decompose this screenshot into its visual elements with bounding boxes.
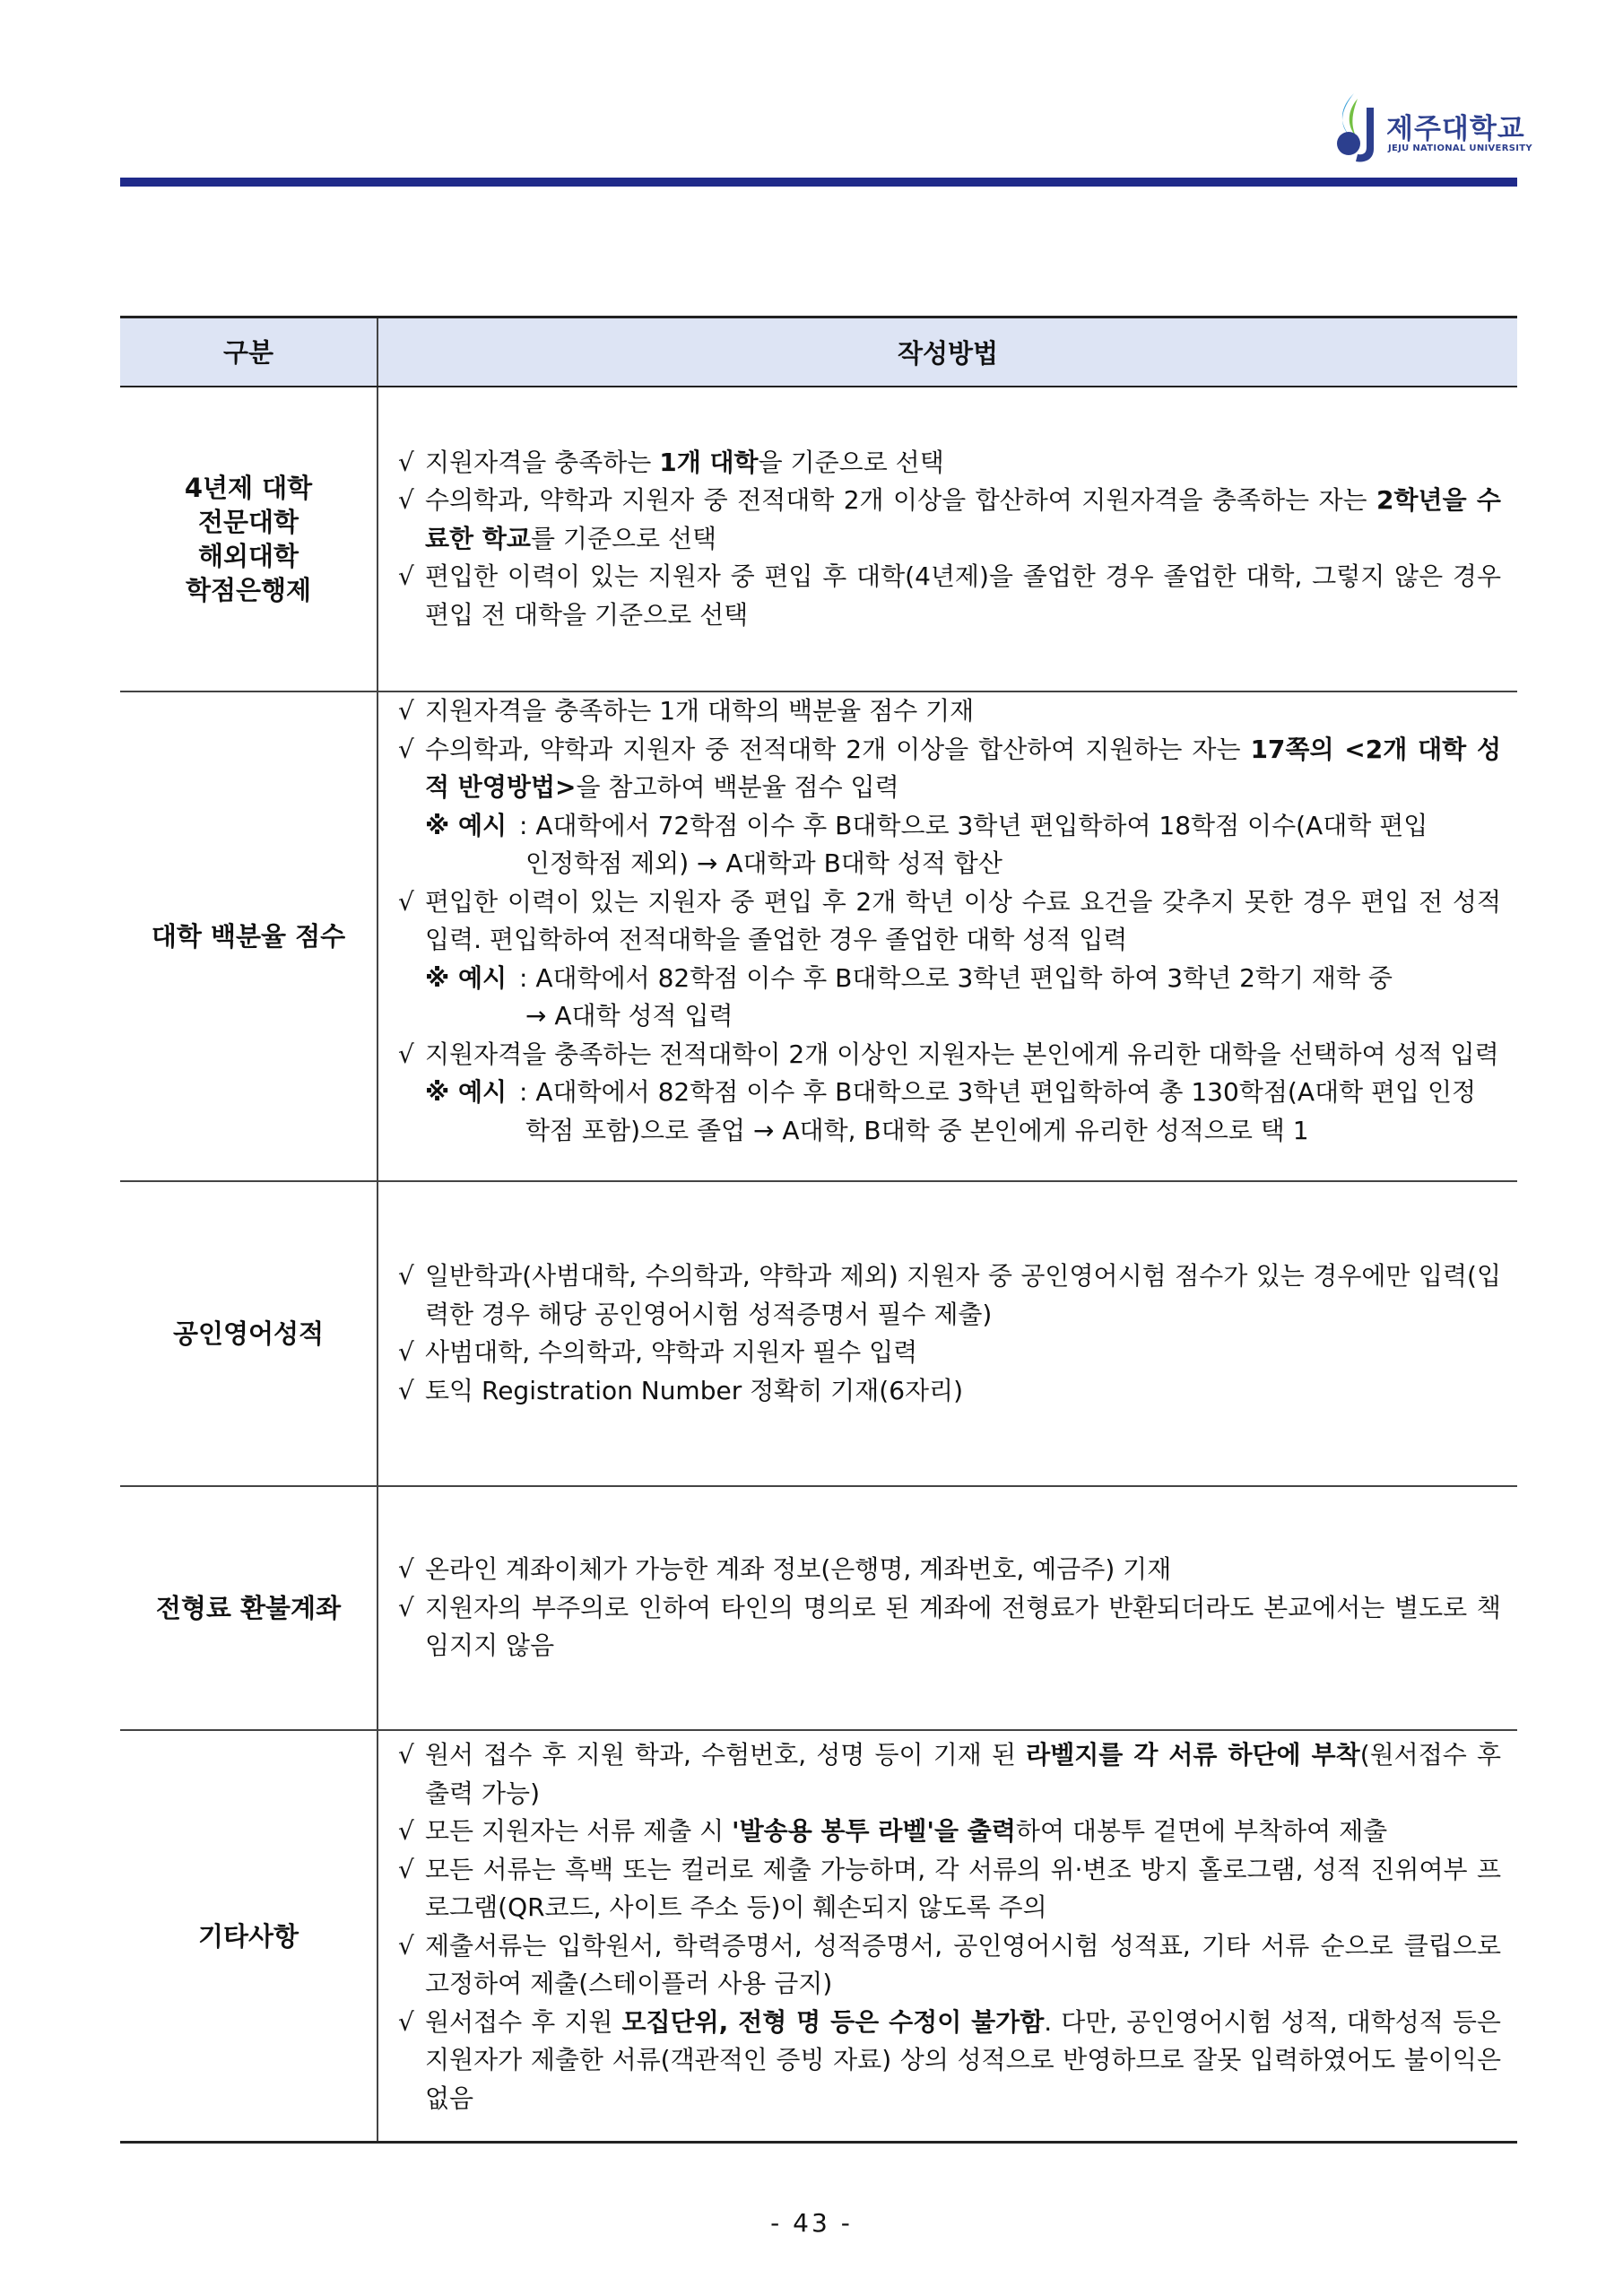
table-row <box>120 387 1517 692</box>
example-note <box>398 807 1501 883</box>
note-label: ※ 예시 <box>425 1077 508 1107</box>
row-methods <box>378 1731 1517 2141</box>
header-method: 작성방법 <box>897 338 999 369</box>
method-item <box>398 482 1501 558</box>
item-text: 수의학과, 약학과 지원자 중 전적대학 2개 이상을 합산하여 지원자격을 충족하는 자는 <box>425 485 1377 516</box>
table-row <box>120 1182 1517 1487</box>
row-methods <box>378 1182 1517 1485</box>
item-text: 온라인 계좌이체가 가능한 계좌 정보(은행명, 계좌번호, 예금주) 기재 <box>425 1554 1172 1585</box>
item-text: 을 기준으로 선택 <box>758 447 944 477</box>
method-item <box>398 1036 1501 1074</box>
item-text: 을 참고하여 백분율 점수 입력 <box>576 772 899 802</box>
note-text-continued: → A대학 성적 입력 <box>525 1001 733 1031</box>
item-text: 원서접수 후 지원 <box>425 2006 622 2037</box>
university-logo <box>1327 86 1532 169</box>
method-item <box>398 1589 1501 1665</box>
method-item <box>398 1551 1501 1589</box>
emphasis-text: 2학년을 수료한 학교 <box>425 485 1501 553</box>
table-row <box>120 1487 1517 1731</box>
example-note <box>398 1074 1501 1150</box>
item-text: 편입한 이력이 있는 지원자 중 편입 후 2개 학년 이상 수료 요건을 갖추지 못한 경우 편입 전 성적 입력. 편입학하여 전적대학을 졸업한 경우 졸업한 대학 성적 입력 <box>425 886 1501 954</box>
logo-subtitle: JEJU NATIONAL UNIVERSITY <box>1388 144 1532 153</box>
method-item <box>398 1927 1501 2004</box>
method-item <box>398 731 1501 807</box>
row-category: 공인영어성적 <box>120 1182 378 1485</box>
item-text: 원서 접수 후 지원 학과, 수험번호, 성명 등이 기재 된 <box>425 1740 1027 1770</box>
method-item <box>398 883 1501 960</box>
jeju-university-emblem-icon <box>1327 90 1384 165</box>
method-item <box>398 1334 1501 1372</box>
table-row <box>120 692 1517 1182</box>
note-text: : A대학에서 82학점 이수 후 B대학으로 3학년 편입학 하여 3학년 2학기 재학 중 <box>519 962 1393 993</box>
row-category: 기타사항 <box>120 1731 378 2141</box>
note-text-continued: 인정학점 제외) → A대학과 B대학 성적 합산 <box>525 848 1002 878</box>
page-number: - 43 - <box>770 2208 853 2238</box>
item-text: 지원자의 부주의로 인하여 타인의 명의로 된 계좌에 전형료가 반환되더라도 본교에서는 별도로 책임지지 않음 <box>425 1592 1501 1661</box>
item-text: 수의학과, 약학과 지원자 중 전적대학 2개 이상을 합산하여 지원하는 자는 <box>425 734 1251 764</box>
note-label: ※ 예시 <box>425 810 508 840</box>
method-item <box>398 1813 1501 1851</box>
method-item <box>398 1257 1501 1334</box>
item-text: 하여 대봉투 겉면에 부착하여 제출 <box>1015 1816 1388 1846</box>
row-methods <box>378 692 1517 1180</box>
item-text: 편입한 이력이 있는 지원자 중 편입 후 대학(4년제)을 졸업한 경우 졸업한 대학, 그렇지 않은 경우 편입 전 대학을 기준으로 선택 <box>425 561 1501 630</box>
emphasis-text: '발송용 봉투 라벨'을 출력 <box>732 1816 1016 1846</box>
item-text: 일반학과(사범대학, 수의학과, 약학과 제외) 지원자 중 공인영어시험 점수가 있는 경우에만 입력(입력한 경우 해당 공인영어시험 성적증명서 필수 제출) <box>425 1261 1501 1329</box>
item-text: (원서접수 후 출력 가능) <box>425 1740 1501 1808</box>
emphasis-text: 라벨지를 각 서류 하단에 부착 <box>1026 1740 1360 1770</box>
method-item <box>398 2004 1501 2118</box>
application-guide-table <box>120 316 1517 2144</box>
item-text: 를 기준으로 선택 <box>530 523 717 553</box>
method-item <box>398 444 1501 483</box>
method-item <box>398 558 1501 634</box>
note-text: : A대학에서 72학점 이수 후 B대학으로 3학년 편입학하여 18학점 이수(A대학 편입 <box>519 810 1428 840</box>
row-methods <box>378 1487 1517 1729</box>
item-text: 모든 지원자는 서류 제출 시 <box>425 1816 733 1846</box>
item-text: . 다만, 공인영어시험 성적, 대학성적 등은 지원자가 제출한 서류(객관적인 증빙 자료) 상의 성적으로 반영하므로 잘못 입력하였어도 불이익은 없음 <box>425 2006 1501 2113</box>
example-note <box>398 960 1501 1036</box>
item-text: 지원자격을 충족하는 <box>425 447 660 477</box>
table-row <box>120 1731 1517 2144</box>
method-item <box>398 1851 1501 1927</box>
row-category: 4년제 대학 전문대학 해외대학 학점은행제 <box>120 387 378 691</box>
row-category: 대학 백분율 점수 <box>120 692 378 1180</box>
item-text: 모든 서류는 흑백 또는 컬러로 제출 가능하며, 각 서류의 위·변조 방지 홀로그램, 성적 진위여부 프로그램(QR코드, 사이트 주소 등)이 훼손되지 않도록 주의 <box>425 1854 1501 1922</box>
method-item <box>398 692 1501 731</box>
item-text: 토익 Registration Number 정확히 기재(6자리) <box>425 1375 964 1405</box>
note-text-continued: 학점 포함)으로 졸업 → A대학, B대학 중 본인에게 유리한 성적으로 택 1 <box>525 1115 1309 1145</box>
emphasis-text: 17쪽의 <2개 대학 성적 반영방법> <box>425 734 1501 802</box>
emphasis-text: 1개 대학 <box>659 447 759 477</box>
item-text: 사범대학, 수의학과, 약학과 지원자 필수 입력 <box>425 1337 918 1367</box>
header-rule <box>120 178 1517 187</box>
item-text: 제출서류는 입학원서, 학력증명서, 성적증명서, 공인영어시험 성적표, 기타 서류 순으로 클립으로 고정하여 제출(스테이플러 사용 금지) <box>425 1930 1501 1998</box>
item-text: 지원자격을 충족하는 전적대학이 2개 이상인 지원자는 본인에게 유리한 대학을 선택하여 성적 입력 <box>425 1039 1499 1069</box>
row-category: 전형료 환불계좌 <box>120 1487 378 1729</box>
header-category: 구분 <box>120 318 378 386</box>
table-header-row <box>120 316 1517 387</box>
method-item <box>398 1736 1501 1813</box>
emphasis-text: 모집단위, 전형 명 등은 수정이 불가함 <box>621 2006 1045 2037</box>
row-methods <box>378 387 1517 691</box>
logo-name: 제주대학교 <box>1386 113 1525 145</box>
method-item <box>398 1372 1501 1411</box>
note-label: ※ 예시 <box>425 962 508 993</box>
item-text: 지원자격을 충족하는 1개 대학의 백분율 점수 기재 <box>425 696 975 726</box>
note-text: : A대학에서 82학점 이수 후 B대학으로 3학년 편입학하여 총 130학점(A대학 편입 인정 <box>519 1077 1477 1107</box>
